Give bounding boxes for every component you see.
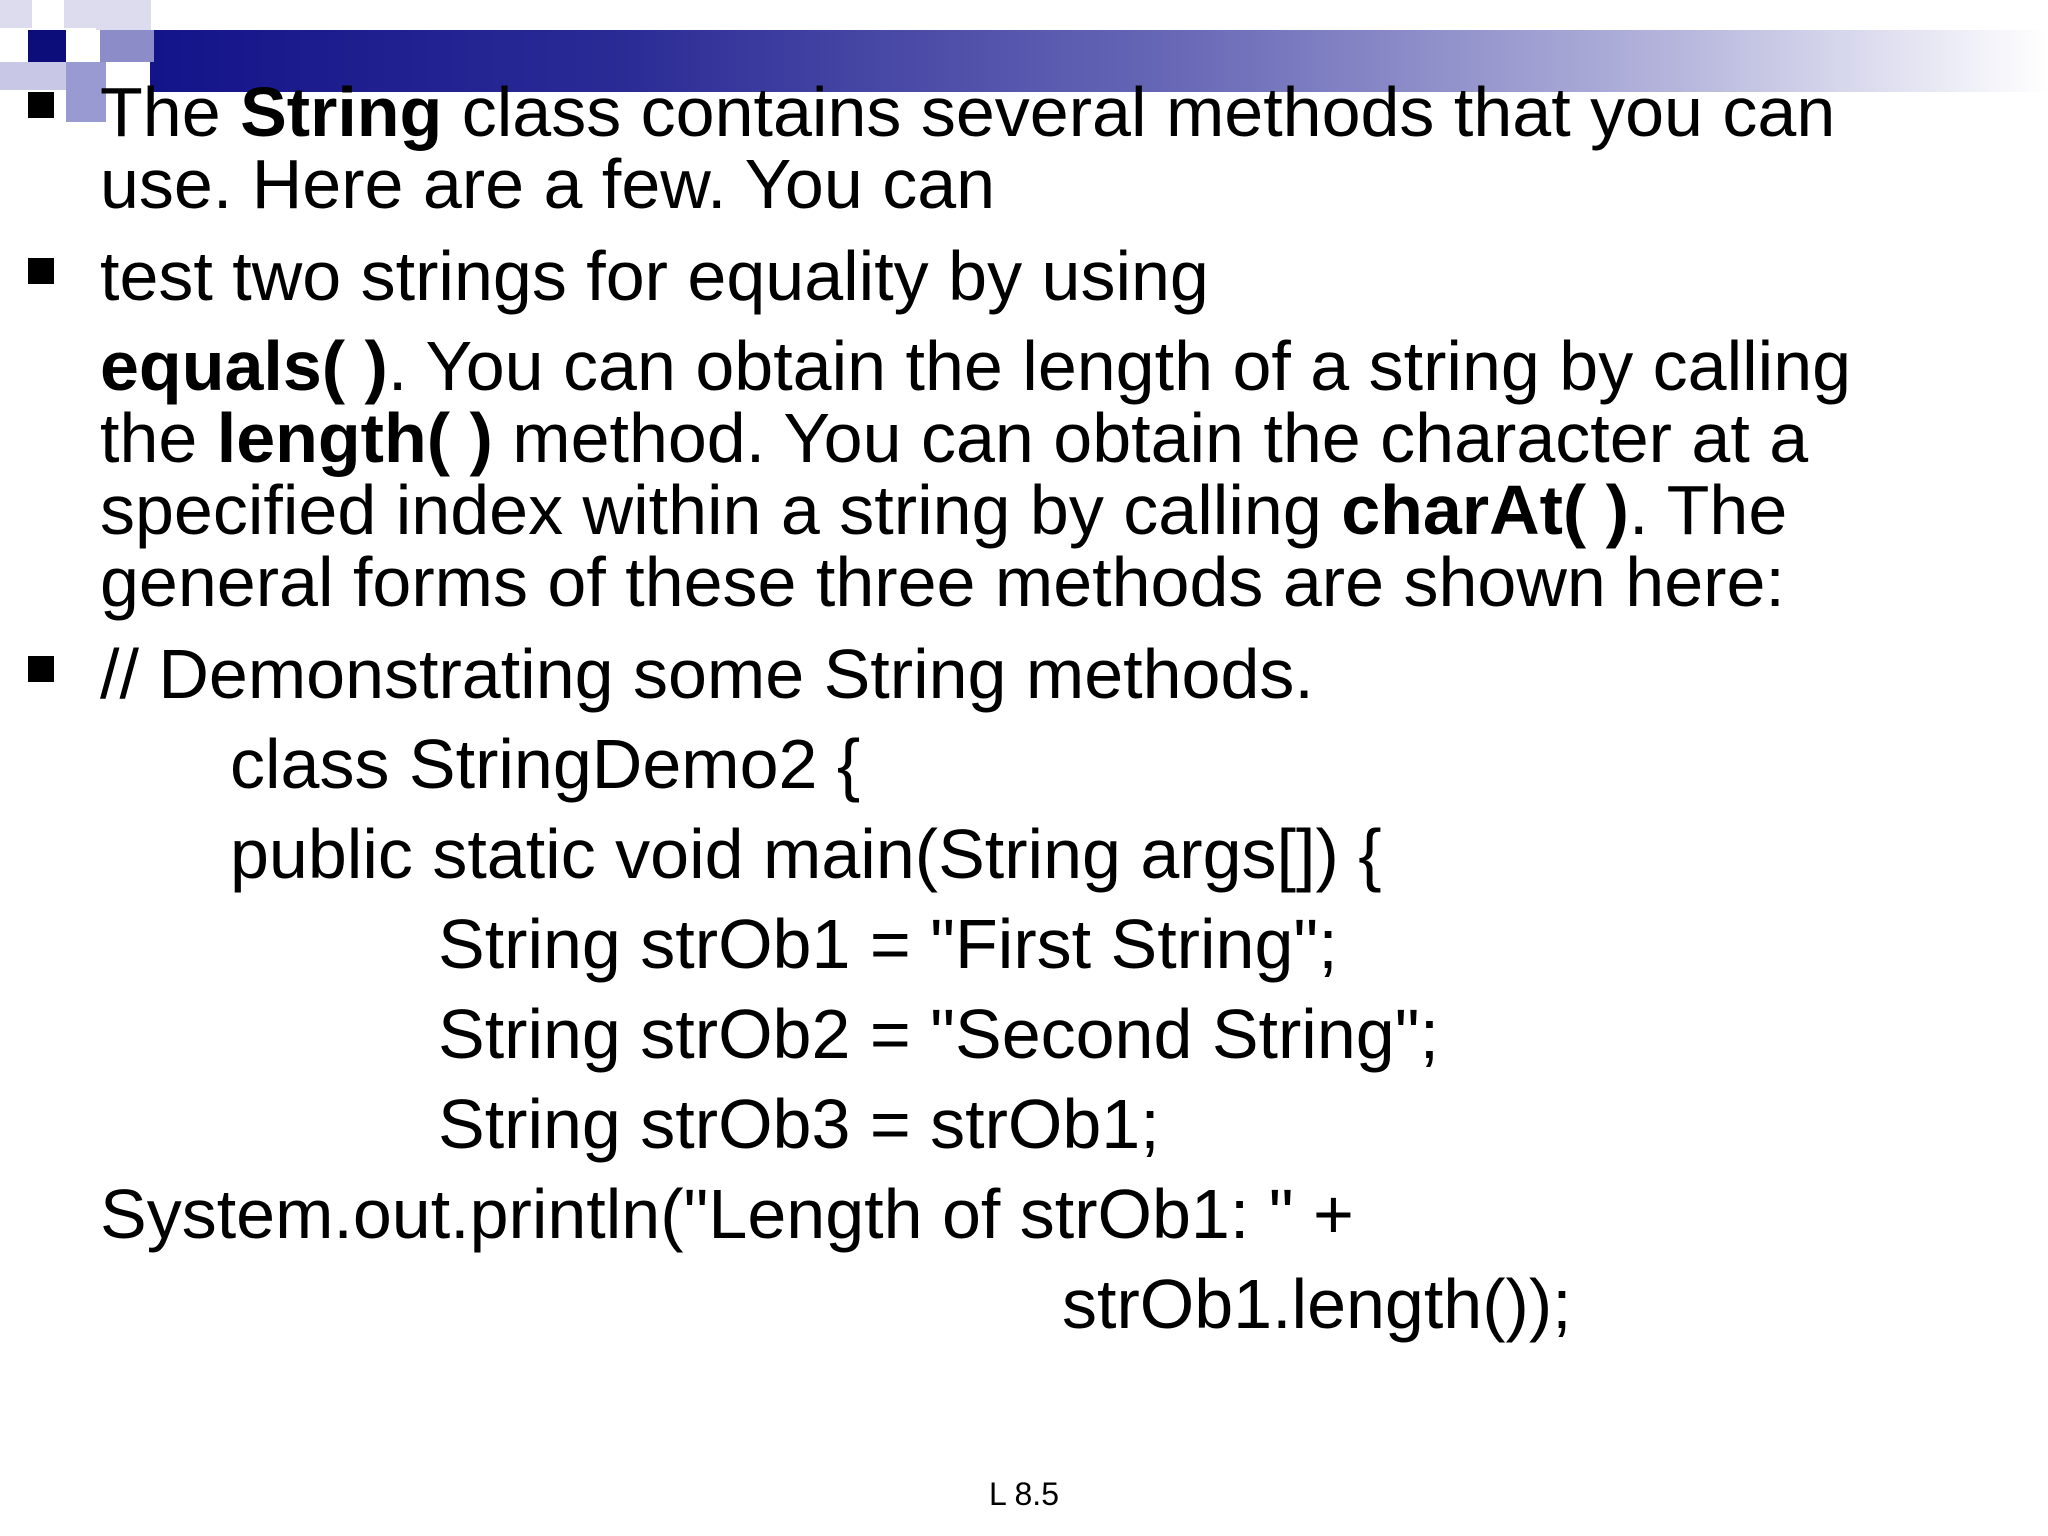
text-run: . The [1629, 471, 1788, 549]
code-string-1: String strOb1 = "First String"; [438, 905, 1338, 983]
text-run: the [100, 399, 217, 477]
keyword-equals: equals( ) [100, 327, 388, 405]
bullet-icon [28, 656, 54, 682]
paragraph-3-line-1 [100, 327, 1852, 405]
code-println-2: strOb1.length()); [1062, 1265, 1572, 1343]
decor-square [0, 0, 32, 28]
decor-square [96, 0, 151, 30]
text-run: . You can obtain the length of a string by calling [387, 327, 1852, 405]
decor-square [32, 0, 64, 28]
text-run: class contains several methods that you can [442, 73, 1836, 151]
code-string-3: String strOb3 = strOb1; [438, 1085, 1160, 1163]
decor-square [28, 30, 66, 62]
code-class-declaration: class StringDemo2 { [230, 725, 861, 803]
keyword-charat: charAt( ) [1341, 471, 1629, 549]
bullet-icon [28, 258, 54, 284]
decor-square [66, 30, 104, 62]
decor-square [0, 62, 66, 90]
text-run: method. You can obtain the character at a [492, 399, 1809, 477]
text-run: The [100, 73, 241, 151]
bullet-icon [28, 92, 54, 118]
slide-number: L 8.5 [989, 1476, 1059, 1512]
paragraph-3-line-2 [100, 399, 1809, 477]
code-println-1: System.out.println("Length of strOb1: " + [100, 1175, 1354, 1253]
paragraph-3-line-4: general forms of these three methods are shown here: [100, 543, 1785, 621]
code-comment: // Demonstrating some String methods. [100, 635, 1314, 713]
text-run: specified index within a string by calling [100, 471, 1342, 549]
keyword-length: length( ) [216, 399, 493, 477]
paragraph-1-line-1 [100, 73, 1836, 151]
decor-square [100, 30, 154, 62]
code-main-declaration: public static void main(String args[]) { [230, 815, 1382, 893]
paragraph-1-line-2: use. Here are a few. You can [100, 145, 996, 223]
decor-square [64, 0, 96, 28]
code-string-2: String strOb2 = "Second String"; [438, 995, 1440, 1073]
keyword-string: String [240, 73, 443, 151]
paragraph-2-line-1: test two strings for equality by using [100, 237, 1209, 315]
paragraph-3-line-3 [100, 471, 1788, 549]
